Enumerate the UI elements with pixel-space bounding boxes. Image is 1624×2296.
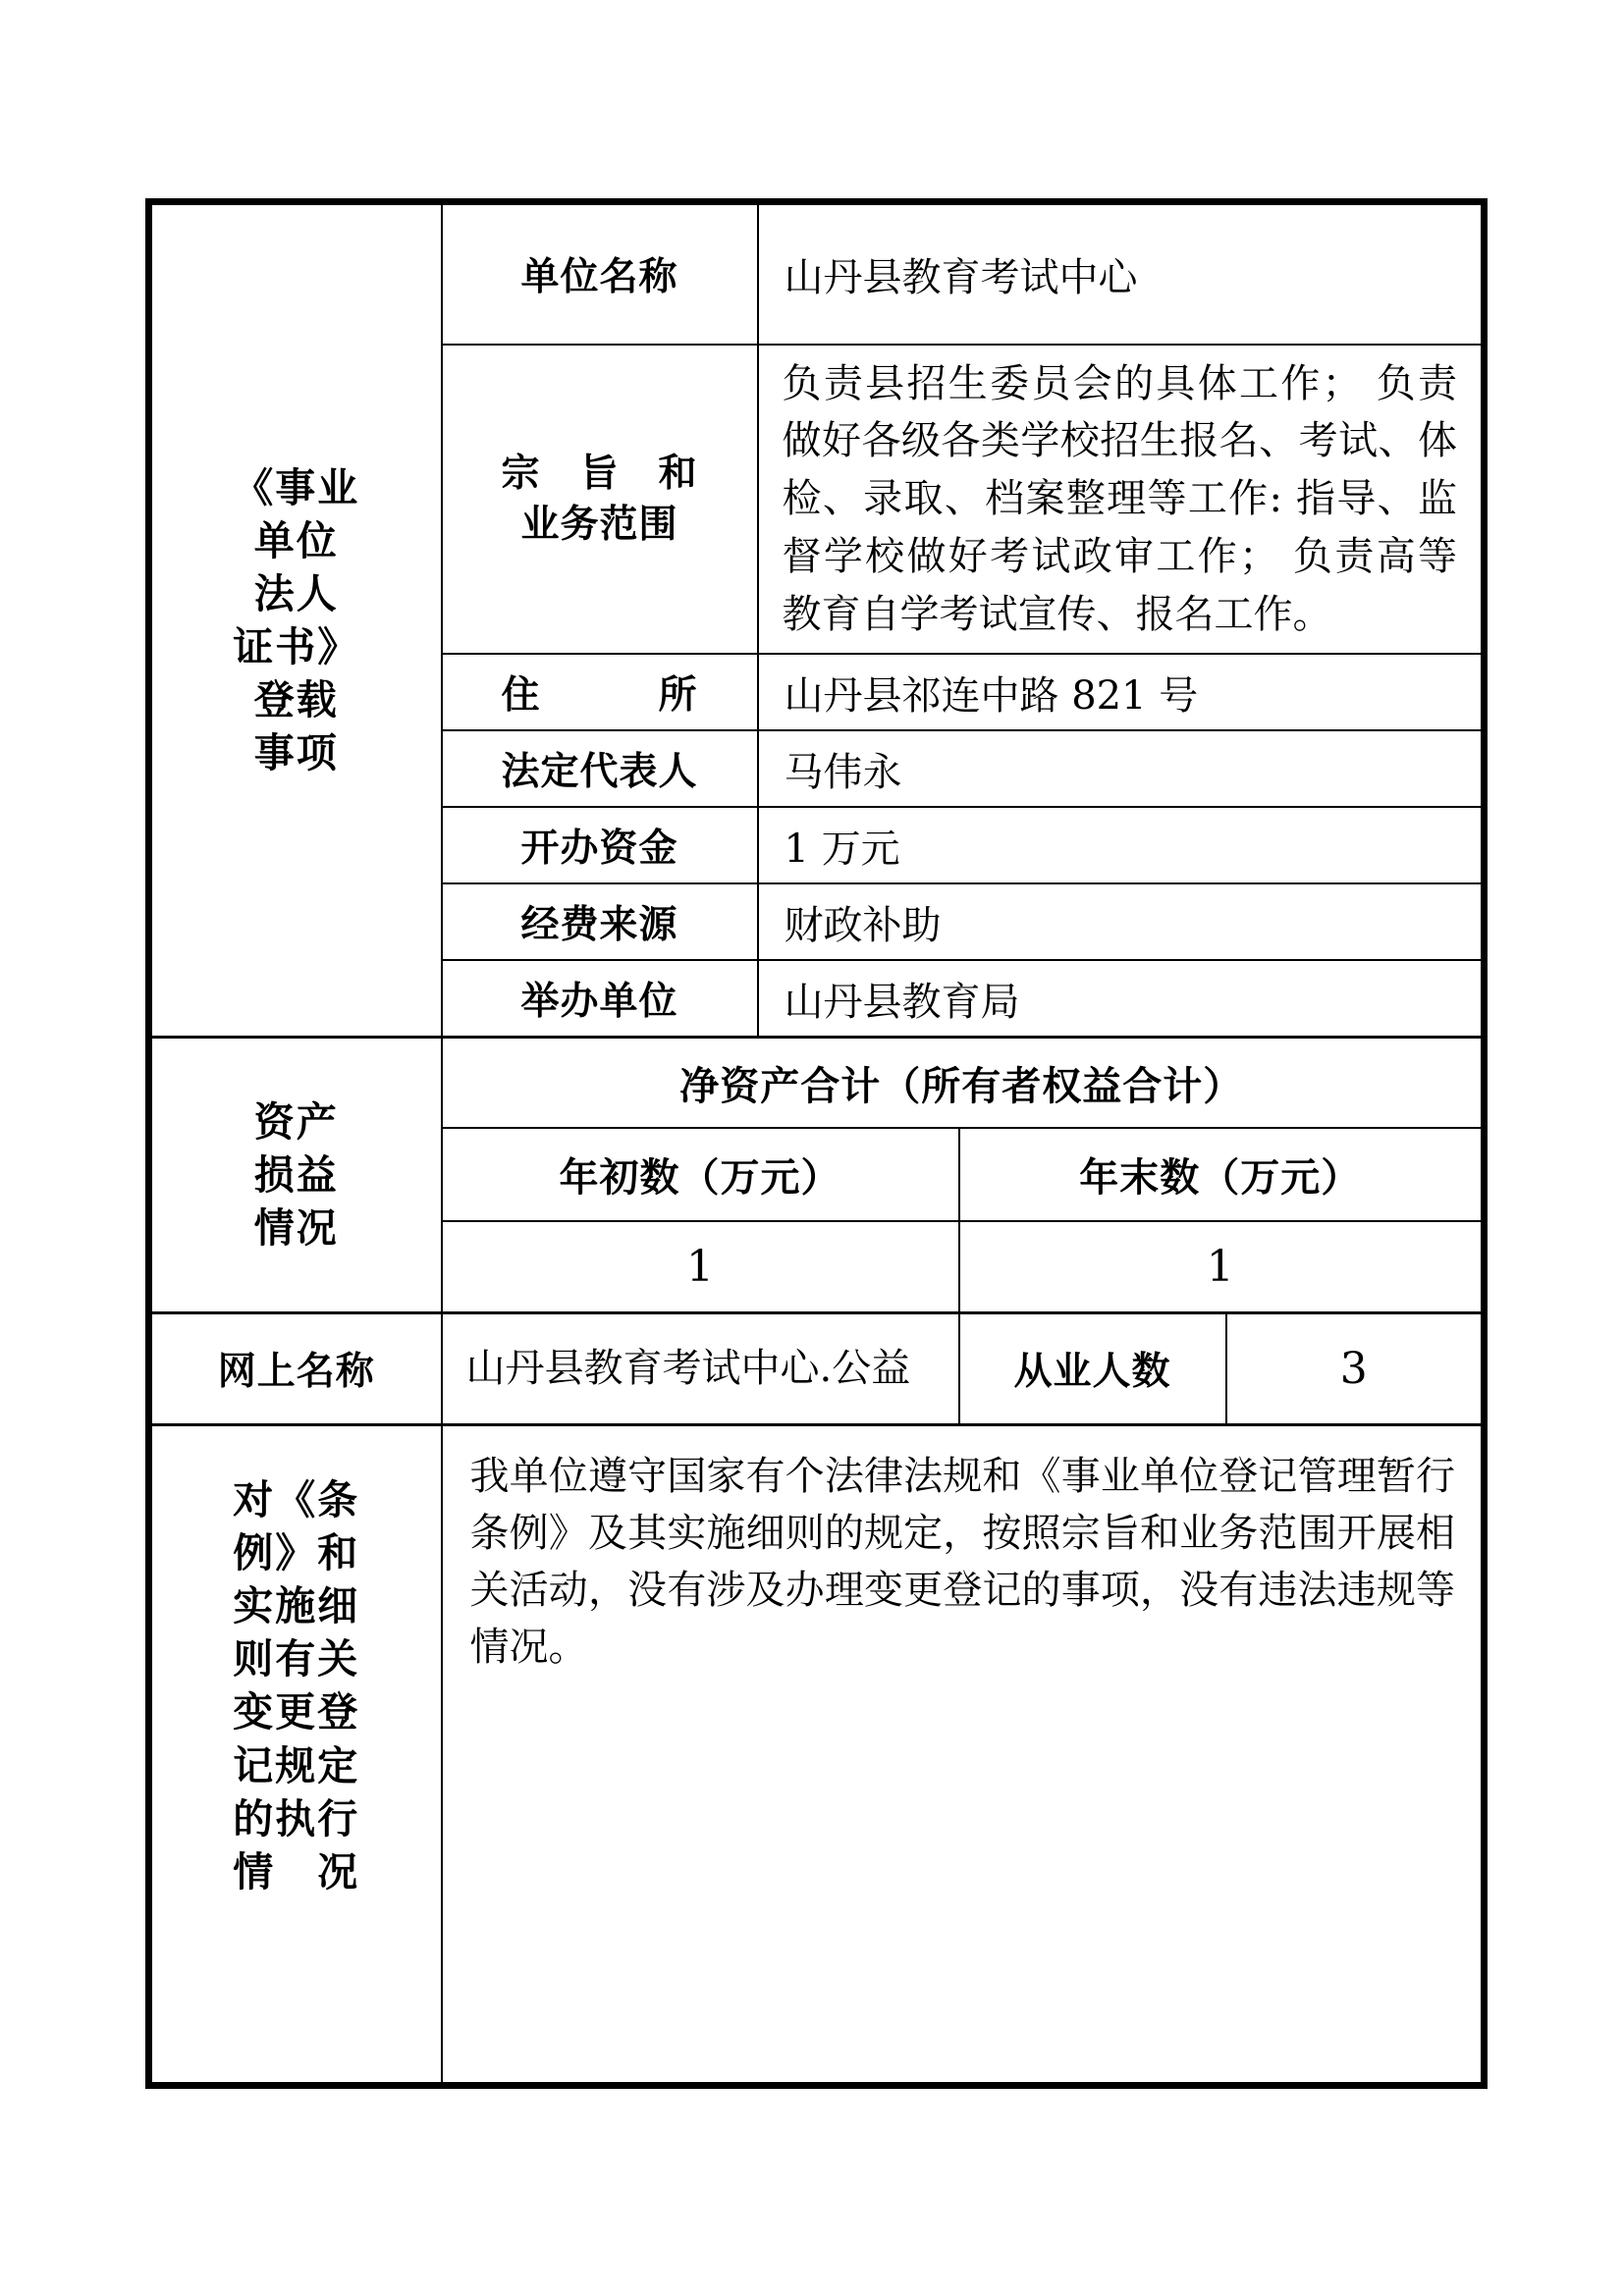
legal-rep-label: 法定代表人: [442, 730, 758, 807]
end-of-year-header: 年末数（万元）: [959, 1128, 1485, 1221]
compliance-side-line: 的执行: [233, 1794, 360, 1842]
assets-side-line: 情况: [253, 1204, 339, 1253]
scope-value: 负责县招生委员会的具体工作； 负责做好各级各类学校招生报名、考试、体检、录取、档案整理等工作: 指导、监督学校做好考试政审工作； 负责高等教育自学考试宣传、报名工作。: [758, 345, 1485, 655]
compliance-side-line: 则有关: [233, 1635, 360, 1683]
begin-of-year-value: 1: [442, 1221, 959, 1312]
compliance-side-line: 变更登: [233, 1688, 360, 1736]
cert-section-side-label: [149, 202, 442, 1038]
online-name-value: 山丹县教育考试中心.公益: [442, 1312, 959, 1424]
cert-side-label-stack: [233, 461, 359, 780]
funding-value: 财政补助: [758, 883, 1485, 960]
compliance-side-label-stack: [233, 1426, 359, 1898]
compliance-side-line: 情 况: [233, 1847, 360, 1896]
row-unit-name: [149, 202, 1485, 345]
cert-side-line: 法人: [253, 569, 339, 617]
cert-side-line: 《事业: [233, 463, 360, 511]
compliance-section-side-label: [149, 1424, 442, 2085]
organizer-label: 举办单位: [442, 960, 758, 1037]
assets-side-label-stack: [254, 1095, 339, 1255]
address-label: 住 所: [442, 654, 758, 730]
legal-rep-value: 马伟永: [758, 730, 1485, 807]
end-of-year-value: 1: [959, 1221, 1485, 1312]
address-value: 山丹县祁连中路 821 号: [758, 654, 1485, 730]
compliance-side-line: 记规定: [233, 1741, 360, 1789]
net-assets-header: 净资产合计（所有者权益合计）: [442, 1037, 1485, 1128]
staff-count-label: 从业人数: [959, 1312, 1226, 1424]
compliance-side-line: 实施细: [233, 1582, 360, 1630]
assets-side-line: 损益: [253, 1150, 339, 1199]
online-name-label: 网上名称: [149, 1312, 442, 1424]
organizer-value: 山丹县教育局: [758, 960, 1485, 1037]
cert-side-line: 登载: [253, 676, 339, 724]
row-net-assets-header: [149, 1037, 1485, 1128]
scope-label: [442, 345, 758, 655]
row-online-name: [149, 1312, 1485, 1424]
assets-side-line: 资产: [253, 1097, 339, 1146]
cert-side-line: 事项: [253, 729, 339, 777]
unit-name-value: 山丹县教育考试中心: [758, 202, 1485, 345]
row-compliance: [149, 1424, 1485, 2085]
scope-label-line1: 宗 旨 和: [501, 450, 698, 496]
capital-label: 开办资金: [442, 807, 758, 883]
compliance-side-line: 对《条: [233, 1475, 360, 1523]
staff-count-value: 3: [1226, 1312, 1485, 1424]
cert-side-line: 单位: [253, 516, 339, 564]
scope-label-line2: 业务范围: [520, 502, 678, 548]
begin-of-year-header: 年初数（万元）: [442, 1128, 959, 1221]
annual-report-table: [145, 198, 1488, 2089]
assets-section-side-label: [149, 1037, 442, 1312]
compliance-side-line: 例》和: [233, 1529, 360, 1577]
capital-value: 1 万元: [758, 807, 1485, 883]
funding-label: 经费来源: [442, 883, 758, 960]
unit-name-label: 单位名称: [442, 202, 758, 345]
compliance-statement-text: 我单位遵守国家有个法律法规和《事业单位登记管理暂行条例》及其实施细则的规定，按照宗旨和业务范围开展相关活动，没有涉及办理变更登记的事项，没有违法违规等情况。: [442, 1424, 1485, 2085]
cert-side-line: 证书》: [233, 622, 360, 670]
